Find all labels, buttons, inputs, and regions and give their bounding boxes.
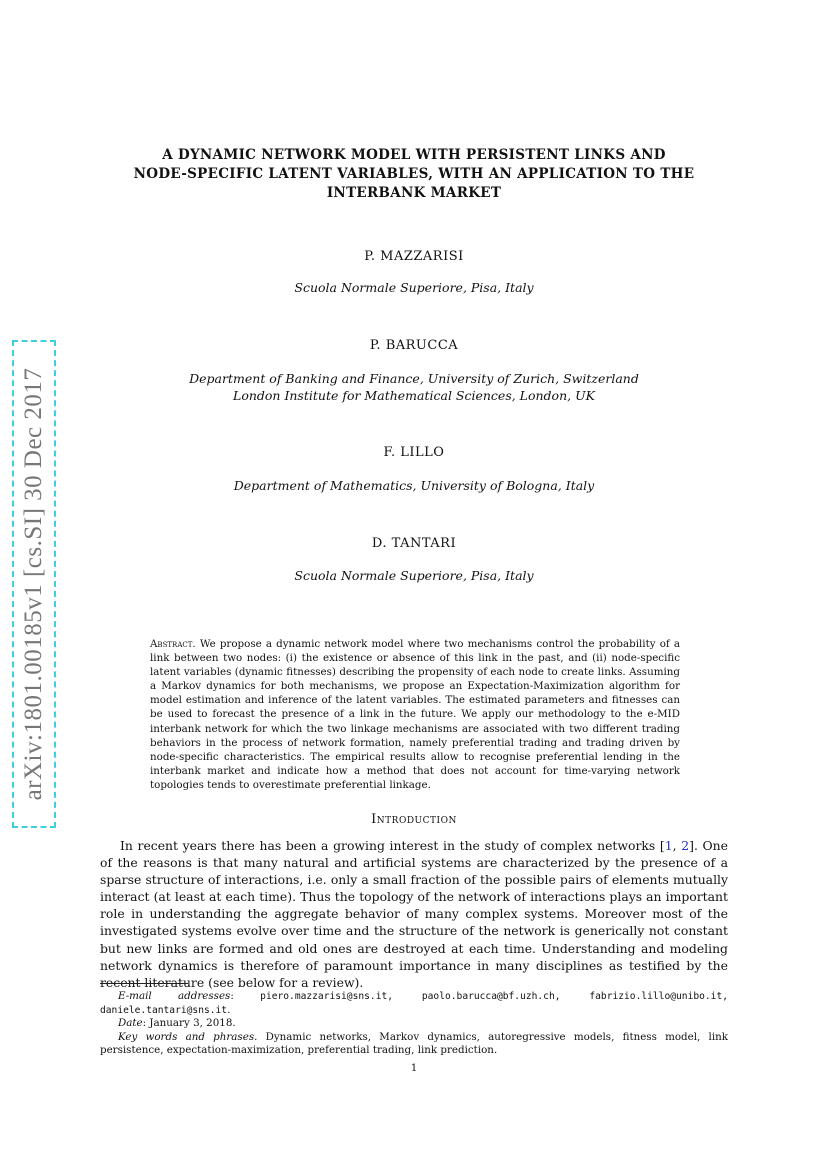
paper-title [110, 146, 718, 203]
author-affiliation [100, 279, 728, 296]
keywords-value: Dynamic networks, Markov dynamics, autoregressive models, fitness model, link persistence, expectation-maximization, preferential trading, link prediction. [100, 1030, 728, 1056]
author-name: P. BARUCCA [369, 338, 459, 353]
introduction-paragraph [100, 837, 728, 991]
citation-link[interactable]: 2 [681, 838, 690, 853]
footnote-label: Key words and phrases. [118, 1030, 258, 1043]
author-name: F. LILLO [383, 445, 445, 460]
affiliation-line: Department of Banking and Finance, University of Zurich, Switzerland [189, 371, 639, 386]
title-line: INTERBANK MARKET [326, 185, 502, 201]
intro-text: In recent years there has been a growing interest in the study of complex networks [ [120, 838, 665, 853]
title-line: NODE-SPECIFIC LATENT VARIABLES, WITH AN APPLICATION TO THE [133, 166, 695, 182]
author-affiliation [100, 370, 728, 404]
abstract-label: Abstract. [150, 638, 196, 650]
footnote-keywords [100, 1031, 728, 1058]
footnote-rule [100, 983, 188, 984]
arxiv-identifier: arXiv:1801.00185v1 [cs.SI] 30 Dec 2017 [20, 367, 47, 801]
footnotes [100, 990, 728, 1058]
citation-link[interactable]: 1 [664, 838, 673, 853]
date-value: January 3, 2018. [149, 1017, 236, 1029]
arxiv-stamp [12, 340, 56, 828]
section-heading-introduction: Introduction [371, 812, 457, 827]
affiliation-line: London Institute for Mathematical Sciences, London, UK [233, 388, 595, 403]
abstract-text: We propose a dynamic network model where two mechanisms control the probability of a link between two nodes: (i) the existence or absence of this link in the past, and (ii) node-specific latent variables (dynamic fitnesses) describing the propensity of each node to create links. Assuming a Markov dynamics for both mechanisms, we propose an Expectation-Maximization algorithm for model estimation and inference of the latent variables. The estimated parameters and fitnesses can be used to forecast the presence of a link in the future. We apply our methodology to the e-MID interbank network for which the two linkage mechanisms are associated with two different trading behaviors in the process of network formation, namely preferential trading and trading driven by node-specific characteristics. The empirical results allow to recognise preferential lending in the interbank market and indicate how a method that does not account for time-varying network topologies tends to overestimate preferential linkage. [150, 638, 680, 791]
page-number: 1 [410, 1063, 418, 1074]
author-name: P. MAZZARISI [364, 249, 464, 264]
author-name: D. TANTARI [371, 536, 457, 551]
affiliation-line: Scuola Normale Superiore, Pisa, Italy [294, 568, 534, 583]
footnote-emails: E-mail addresses: piero.mazzarisi@sns.it, paolo.barucca@bf.uzh.ch, fabrizio.lillo@unibo.it, daniele.tantari@sns.it. [100, 990, 728, 1016]
author-affiliation [100, 567, 728, 584]
footnote-label: Date [118, 1017, 143, 1029]
title-line: A DYNAMIC NETWORK MODEL WITH PERSISTENT LINKS AND [162, 147, 666, 163]
affiliation-line: Scuola Normale Superiore, Pisa, Italy [294, 280, 534, 295]
citation-separator: , [672, 838, 682, 853]
abstract [150, 637, 680, 792]
author-affiliation [100, 477, 728, 494]
footnote-label: E-mail addresses [118, 990, 231, 1002]
email-addresses: piero.mazzarisi@sns.it, paolo.barucca@bf.uzh.ch, fabrizio.lillo@unibo.it, daniele.tantari@sns.it [100, 991, 728, 1016]
intro-text: ]. One of the reasons is that many natural and artificial systems are characterized by the presence of a sparse structure of interactions, i.e. only a small fraction of the possible pairs of elements mutually interact (at least at each time). Thus the topology of the network of interactions plays an important role in understanding the aggregate behavior of many complex systems. Moreover most of the investigated systems evolve over time and the structure of the network is generically not constant but new links are formed and old ones are destroyed at each time. Understanding and modeling network dynamics is therefore of paramount importance in many disciplines as testified by the recent literature (see below for a review). [100, 838, 728, 990]
affiliation-line: Department of Mathematics, University of Bologna, Italy [233, 478, 595, 493]
footnote-date: Date: January 3, 2018. [118, 1017, 236, 1029]
